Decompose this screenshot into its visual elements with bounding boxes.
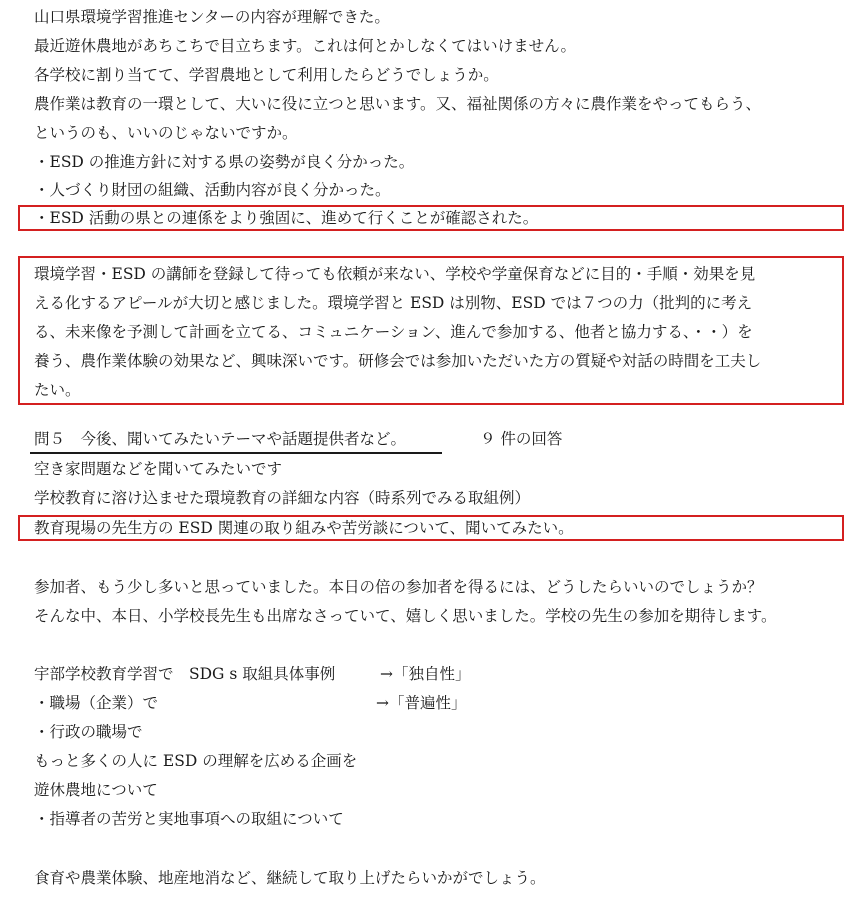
arrow-note: →「独自性」 xyxy=(380,665,471,683)
text-line: 養う、農作業体験の効果など、興味深いです。研修会では参加いただいた方の質疑や対話の時間を工夫し xyxy=(34,352,762,370)
text-line: 遊休農地について xyxy=(34,781,158,799)
answer-line: 学校教育に溶け込ませた環境教育の詳細な内容（時系列でみる取組例） xyxy=(34,489,531,507)
text-line: ・職場（企業）で xyxy=(34,694,159,712)
text-line: 最近遊休農地があちこちで目立ちます。これは何とかしなくてはいけません。 xyxy=(34,37,577,55)
text-line: もっと多くの人に ESD の理解を広める企画を xyxy=(34,752,358,770)
text-line: というのも、いいのじゃないですか。 xyxy=(34,124,298,142)
response-count: ９ 件の回答 xyxy=(480,430,563,448)
answer-line: 空き家問題などを聞いてみたいです xyxy=(34,460,283,478)
text-line: ・人づくり財団の組織、活動内容が良く分かった。 xyxy=(34,181,391,199)
text-line: 参加者、もう少し多いと思っていました。本日の倍の参加者を得るには、どうしたらいいのでしょうか？ xyxy=(34,578,763,596)
answer-line-highlighted: 教育現場の先生方の ESD 関連の取り組みや苦労談について、聞いてみたい。 xyxy=(34,519,574,537)
text-line: 食育や農業体験、地産地消など、継続して取り上げたらいかがでしょう。 xyxy=(34,869,546,887)
text-line: 環境学習・ESD の講師を登録して待っても依頼が来ない、学校や学童保育などに目的・手順・効果を見 xyxy=(34,265,756,283)
text-line: 山口県環境学習推進センターの内容が理解できた。 xyxy=(34,8,390,26)
text-line: ・行政の職場で xyxy=(34,723,143,741)
text-line: 宇部学校教育学習で SDG s 取組具体事例 xyxy=(34,665,336,683)
text-line: ・ESD の推進方針に対する県の姿勢が良く分かった。 xyxy=(34,153,415,171)
text-line: える化するアピールが大切と感じました。環境学習と ESD は別物、ESD では７つの力（批判的に考え xyxy=(34,294,753,312)
text-line: る、未来像を予測して計画を立てる、コミュニケーション、進んで参加する、他者と協力する、・・）を xyxy=(34,323,753,341)
text-line: たい。 xyxy=(34,381,81,399)
text-line: 農作業は教育の一環として、大いに役に立つと思います。又、福祉関係の方々に農作業をやってもらう、 xyxy=(34,95,761,113)
text-line: そんな中、本日、小学校長先生も出席なさっていて、嬉しく思いました。学校の先生の参加を期待します。 xyxy=(34,607,777,625)
question-title: 問５ 今後、聞いてみたいテーマや話題提供者など。 xyxy=(34,430,407,448)
text-line: ・指導者の苦労と実地事項への取組について xyxy=(34,810,344,828)
question-title-underline xyxy=(30,452,442,454)
arrow-note: →「普遍性」 xyxy=(376,694,467,712)
text-line: 各学校に割り当てて、学習農地として利用したらどうでしょうか。 xyxy=(34,66,499,84)
text-line-highlighted: ・ESD 活動の県との連係をより強固に、進めて行くことが確認された。 xyxy=(34,209,539,227)
